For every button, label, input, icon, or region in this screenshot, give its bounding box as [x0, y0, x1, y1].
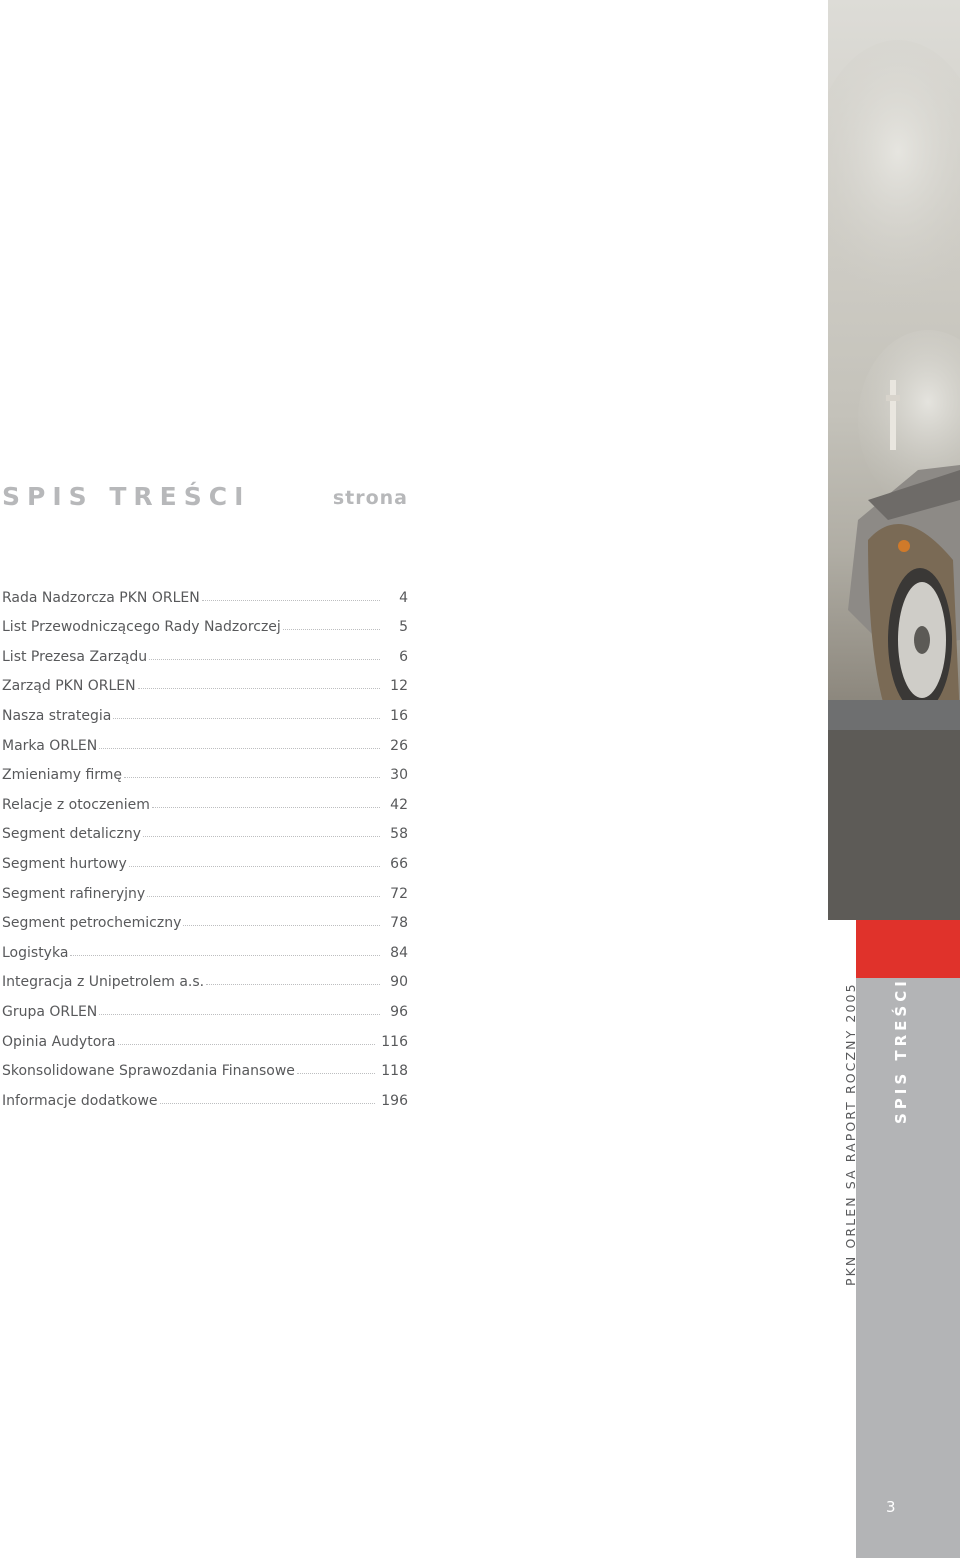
- toc-entry-page: 96: [390, 1003, 408, 1020]
- toc-entry[interactable]: [2, 754, 408, 784]
- toc-entry[interactable]: [2, 724, 408, 754]
- toc-leader: [70, 955, 380, 956]
- toc-entry-label: Zarząd PKN ORLEN: [2, 678, 136, 695]
- toc-entry-label: Opinia Audytora: [2, 1033, 116, 1050]
- toc-entry-label: Segment detaliczny: [2, 826, 142, 843]
- toc-entry[interactable]: [2, 872, 408, 902]
- section-title-vertical: SPIS TREŚCI: [892, 977, 910, 1124]
- toc-entry-page: 78: [390, 915, 408, 932]
- toc-entry-label: List Przewodniczącego Rady Nadzorczej: [2, 619, 281, 636]
- toc-entry-page: 16: [390, 707, 408, 724]
- toc-entry[interactable]: [2, 665, 408, 695]
- toc-entry[interactable]: [2, 931, 408, 961]
- toc-entry-label: Nasza strategia: [2, 707, 112, 724]
- toc-entry-page: 5: [399, 619, 408, 636]
- toc-leader: [183, 925, 380, 926]
- toc-leader: [147, 896, 380, 897]
- toc-entry-page: 42: [390, 796, 408, 813]
- toc-entry[interactable]: [2, 606, 408, 636]
- toc-leader: [297, 1073, 375, 1074]
- toc-leader: [283, 629, 380, 630]
- toc-entry-page: 30: [390, 767, 408, 784]
- toc-leader: [138, 688, 380, 689]
- toc-list: [2, 576, 408, 1109]
- toc-entry-page: 72: [390, 885, 408, 902]
- toc-entry-label: List Prezesa Zarządu: [2, 648, 148, 665]
- toc-entry-label: Skonsolidowane Sprawozdania Finansowe: [2, 1063, 295, 1080]
- toc-leader: [160, 1103, 376, 1104]
- vintage-car-photo: [828, 0, 960, 920]
- toc-entry[interactable]: [2, 961, 408, 991]
- toc-entry[interactable]: [2, 694, 408, 724]
- toc-entry-label: Grupa ORLEN: [2, 1003, 98, 1020]
- toc-leader: [99, 748, 380, 749]
- toc-entry-page: 116: [381, 1033, 408, 1050]
- toc-entry[interactable]: [2, 1050, 408, 1080]
- toc-entry-label: Relacje z otoczeniem: [2, 796, 150, 813]
- toc-entry-page: 84: [390, 944, 408, 961]
- toc-entry[interactable]: [2, 902, 408, 932]
- toc-entry-label: Zmieniamy firmę: [2, 767, 123, 784]
- toc-title: SPIS TREŚCI: [2, 482, 251, 511]
- toc-entry-label: Informacje dodatkowe: [2, 1092, 158, 1109]
- toc-entry-label: Rada Nadzorcza PKN ORLEN: [2, 589, 200, 606]
- toc-entry-page: 196: [381, 1092, 408, 1109]
- toc-entry-page: 58: [390, 826, 408, 843]
- toc-entry-page: 90: [390, 974, 408, 991]
- toc-entry[interactable]: [2, 842, 408, 872]
- toc-entry-page: 12: [390, 678, 408, 695]
- toc-leader: [143, 836, 380, 837]
- toc-entry-label: Logistyka: [2, 944, 69, 961]
- toc-leader: [118, 1044, 376, 1045]
- toc-entry-page: 66: [390, 855, 408, 872]
- toc-entry-label: Marka ORLEN: [2, 737, 98, 754]
- toc-leader: [99, 1014, 380, 1015]
- toc-entry-label: Segment rafineryjny: [2, 885, 146, 902]
- toc-leader: [206, 984, 380, 985]
- toc-entry[interactable]: [2, 1020, 408, 1050]
- toc-entry[interactable]: [2, 783, 408, 813]
- toc-leader: [202, 600, 380, 601]
- vintage-car-illustration: [828, 0, 960, 920]
- page-number: 3: [886, 1498, 896, 1516]
- toc-entry-label: Integracja z Unipetrolem a.s.: [2, 974, 205, 991]
- toc-entry-page: 4: [399, 589, 408, 606]
- toc-entry-label: Segment hurtowy: [2, 855, 127, 872]
- toc-leader: [149, 659, 380, 660]
- toc-leader: [124, 777, 380, 778]
- toc-leader: [113, 718, 380, 719]
- accent-block: [856, 920, 960, 978]
- toc-entry-label: Segment petrochemiczny: [2, 915, 182, 932]
- toc-entry[interactable]: [2, 990, 408, 1020]
- toc-page-column-label: strona: [332, 487, 408, 509]
- toc-entry[interactable]: [2, 576, 408, 606]
- toc-entry-page: 26: [390, 737, 408, 754]
- toc-entry-page: 118: [381, 1063, 408, 1080]
- toc-entry[interactable]: [2, 635, 408, 665]
- toc-entry[interactable]: [2, 813, 408, 843]
- toc-leader: [129, 866, 380, 867]
- toc-leader: [152, 807, 380, 808]
- report-title-vertical: PKN ORLEN SA RAPORT ROCZNY 2005: [843, 982, 858, 1286]
- toc-entry-page: 6: [399, 648, 408, 665]
- toc-entry[interactable]: [2, 1079, 408, 1109]
